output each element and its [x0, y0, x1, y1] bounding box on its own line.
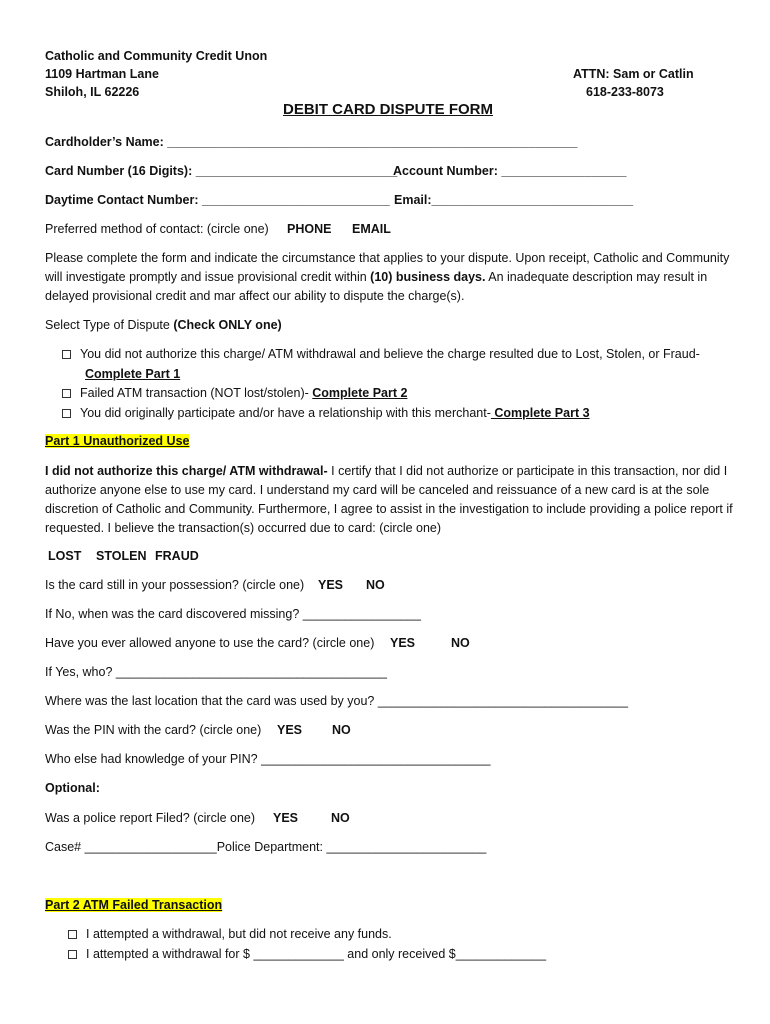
page-title: DEBIT CARD DISPUTE FORM	[283, 101, 493, 118]
allowed-no[interactable]: NO	[451, 636, 470, 650]
complete-part1-link: Complete Part 1	[85, 367, 181, 381]
allowed-yes[interactable]: YES	[390, 636, 416, 650]
part2-heading: Part 2 ATM Failed Transaction	[45, 898, 223, 912]
checkbox-partial-funds[interactable]	[68, 950, 77, 959]
dispute-option-atm-failed[interactable]: Failed ATM transaction (NOT lost/stolen)- Complete Part 2	[62, 385, 407, 401]
pin-no[interactable]: NO	[332, 723, 351, 737]
q-discovered-missing[interactable]: If No, when was the card discovered missing? _________________	[45, 607, 421, 621]
part2-option-partial-funds[interactable]: I attempted a withdrawal for $ _____________ and only received $_____________	[68, 946, 546, 962]
checkbox-atm-failed[interactable]	[62, 389, 71, 398]
police-no[interactable]: NO	[331, 811, 350, 825]
checkbox-no-funds[interactable]	[68, 930, 77, 939]
q-allowed-use: Have you ever allowed anyone to use the card? (circle one)	[45, 636, 375, 650]
q-police-report: Was a police report Filed? (circle one)	[45, 811, 256, 825]
checkbox-merchant[interactable]	[62, 409, 71, 418]
dispute-type-label: Select Type of Dispute (Check ONLY one)	[45, 318, 282, 332]
q-pin-knowledge[interactable]: Who else had knowledge of your PIN? _________________________________	[45, 752, 491, 766]
contact-method-label: Preferred method of contact: (circle one)	[45, 222, 269, 236]
possession-no[interactable]: NO	[366, 578, 385, 592]
police-yes[interactable]: YES	[273, 811, 299, 825]
contact-number-field[interactable]: Daytime Contact Number: ___________________________	[45, 193, 390, 207]
q-last-location[interactable]: Where was the last location that the card was used by you? ____________________________________	[45, 694, 629, 708]
org-name: Catholic and Community Credit Unon	[45, 49, 268, 63]
reason-lost[interactable]: LOST	[48, 549, 82, 563]
part1-statement: I did not authorize this charge/ ATM withdrawal- I certify that I did not authorize or participate in this transaction, nor did I authorize anyone else to use my card. I understand my card will be canceled and reissuance of a new card is at the sole discretion of Catholic and Community. Furthermore, I agree to assist in the investigation to include providing a police report if requested. I believe the transaction(s) occurred due to card: (circle one)	[45, 464, 733, 535]
card-number-field[interactable]: Card Number (16 Digits): _____________________________	[45, 164, 398, 178]
org-address-line1: 1109 Hartman Lane	[45, 67, 159, 81]
reason-stolen[interactable]: STOLEN	[96, 549, 147, 563]
part1-heading: Part 1 Unauthorized Use	[45, 434, 190, 448]
possession-yes[interactable]: YES	[318, 578, 344, 592]
cardholder-name-field[interactable]: Cardholder’s Name: ___________________________________________________________	[45, 135, 578, 149]
contact-option-email[interactable]: EMAIL	[352, 222, 391, 236]
dispute-option-unauthorized[interactable]: You did not authorize this charge/ ATM withdrawal and believe the charge resulted due to Lost, Stolen, or Fraud-	[62, 346, 700, 362]
q-possession: Is the card still in your possession? (circle one)	[45, 578, 305, 592]
email-field[interactable]: Email:_____________________________	[394, 193, 634, 207]
case-police-dept-field[interactable]: Case# ___________________Police Department: _______________________	[45, 840, 487, 854]
attn-line: ATTN: Sam or Catlin	[573, 67, 694, 81]
attn-phone: 618-233-8073	[586, 85, 664, 99]
q-who[interactable]: If Yes, who? _______________________________________	[45, 665, 388, 679]
reason-fraud[interactable]: FRAUD	[155, 549, 199, 563]
q-pin-with-card: Was the PIN with the card? (circle one)	[45, 723, 262, 737]
pin-yes[interactable]: YES	[277, 723, 303, 737]
contact-option-phone[interactable]: PHONE	[287, 222, 332, 236]
dispute-option-merchant[interactable]: You did originally participate and/or have a relationship with this merchant- Complete Part 3	[62, 405, 590, 421]
checkbox-unauthorized[interactable]	[62, 350, 71, 359]
part2-option-no-funds[interactable]: I attempted a withdrawal, but did not receive any funds.	[68, 926, 392, 942]
account-number-field[interactable]: Account Number: __________________	[393, 164, 627, 178]
intro-paragraph: Please complete the form and indicate the circumstance that applies to your dispute. Upon receipt, Catholic and Community will investigate promptly and issue provisional credit within (10) business days. An inadequate description may result in delayed provisional credit and mar affect our ability to dispute the charge(s).	[45, 251, 730, 303]
org-address-line2: Shiloh, IL 62226	[45, 85, 140, 99]
optional-label: Optional:	[45, 781, 100, 795]
